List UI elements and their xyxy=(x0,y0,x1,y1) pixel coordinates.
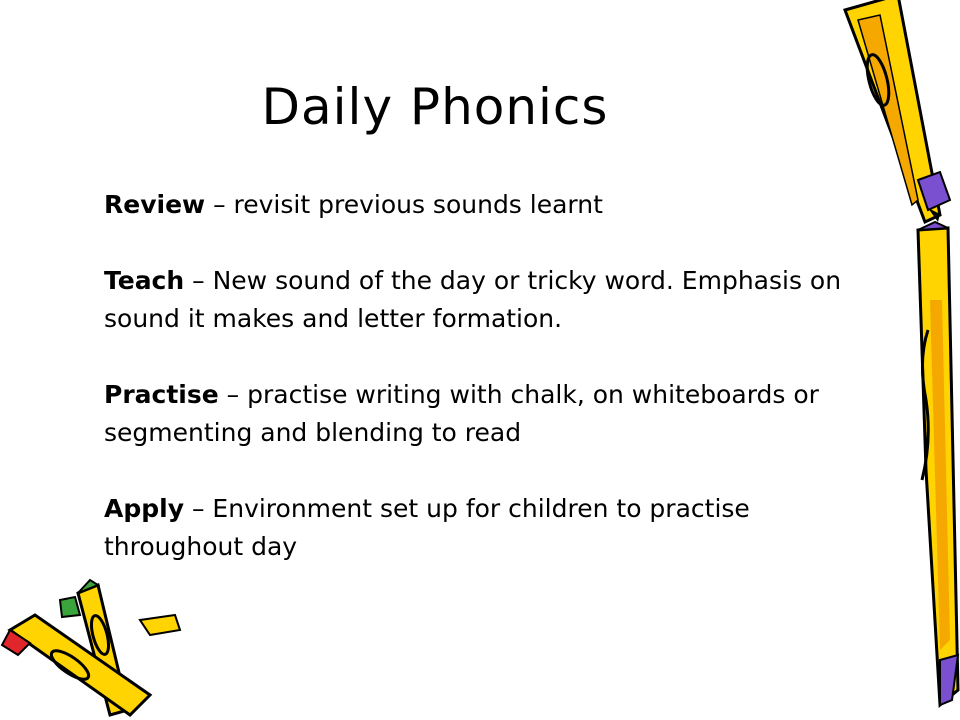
list-item-apply xyxy=(104,490,864,566)
pencil-icon xyxy=(800,0,960,720)
pencil-tip-icon xyxy=(60,597,180,635)
slide-body xyxy=(104,186,864,566)
term-review: Review xyxy=(104,190,206,219)
pencil-lower-icon xyxy=(918,222,958,705)
list-item-review xyxy=(104,186,864,224)
description-practise: practise writing with chalk, on whiteboards or segmenting and blending to read xyxy=(104,380,819,447)
term-apply: Apply xyxy=(104,494,185,523)
separator: – xyxy=(184,494,213,523)
term-teach: Teach xyxy=(104,266,185,295)
description-review: revisit previous sounds learnt xyxy=(233,190,603,219)
term-practise: Practise xyxy=(104,380,219,409)
pencil-upper-icon xyxy=(845,0,950,222)
separator: – xyxy=(184,266,213,295)
separator: – xyxy=(218,380,248,409)
crayons-icon xyxy=(0,575,200,720)
list-item-teach xyxy=(104,262,864,338)
list-item-practise xyxy=(104,376,864,452)
description-teach: New sound of the day or tricky word. Emphasis on sound it makes and letter formation. xyxy=(104,266,842,333)
red-crayon-icon xyxy=(2,615,150,715)
separator: – xyxy=(205,190,234,219)
description-apply: Environment set up for children to practise throughout day xyxy=(104,494,750,561)
page-title: Daily Phonics xyxy=(261,78,609,136)
